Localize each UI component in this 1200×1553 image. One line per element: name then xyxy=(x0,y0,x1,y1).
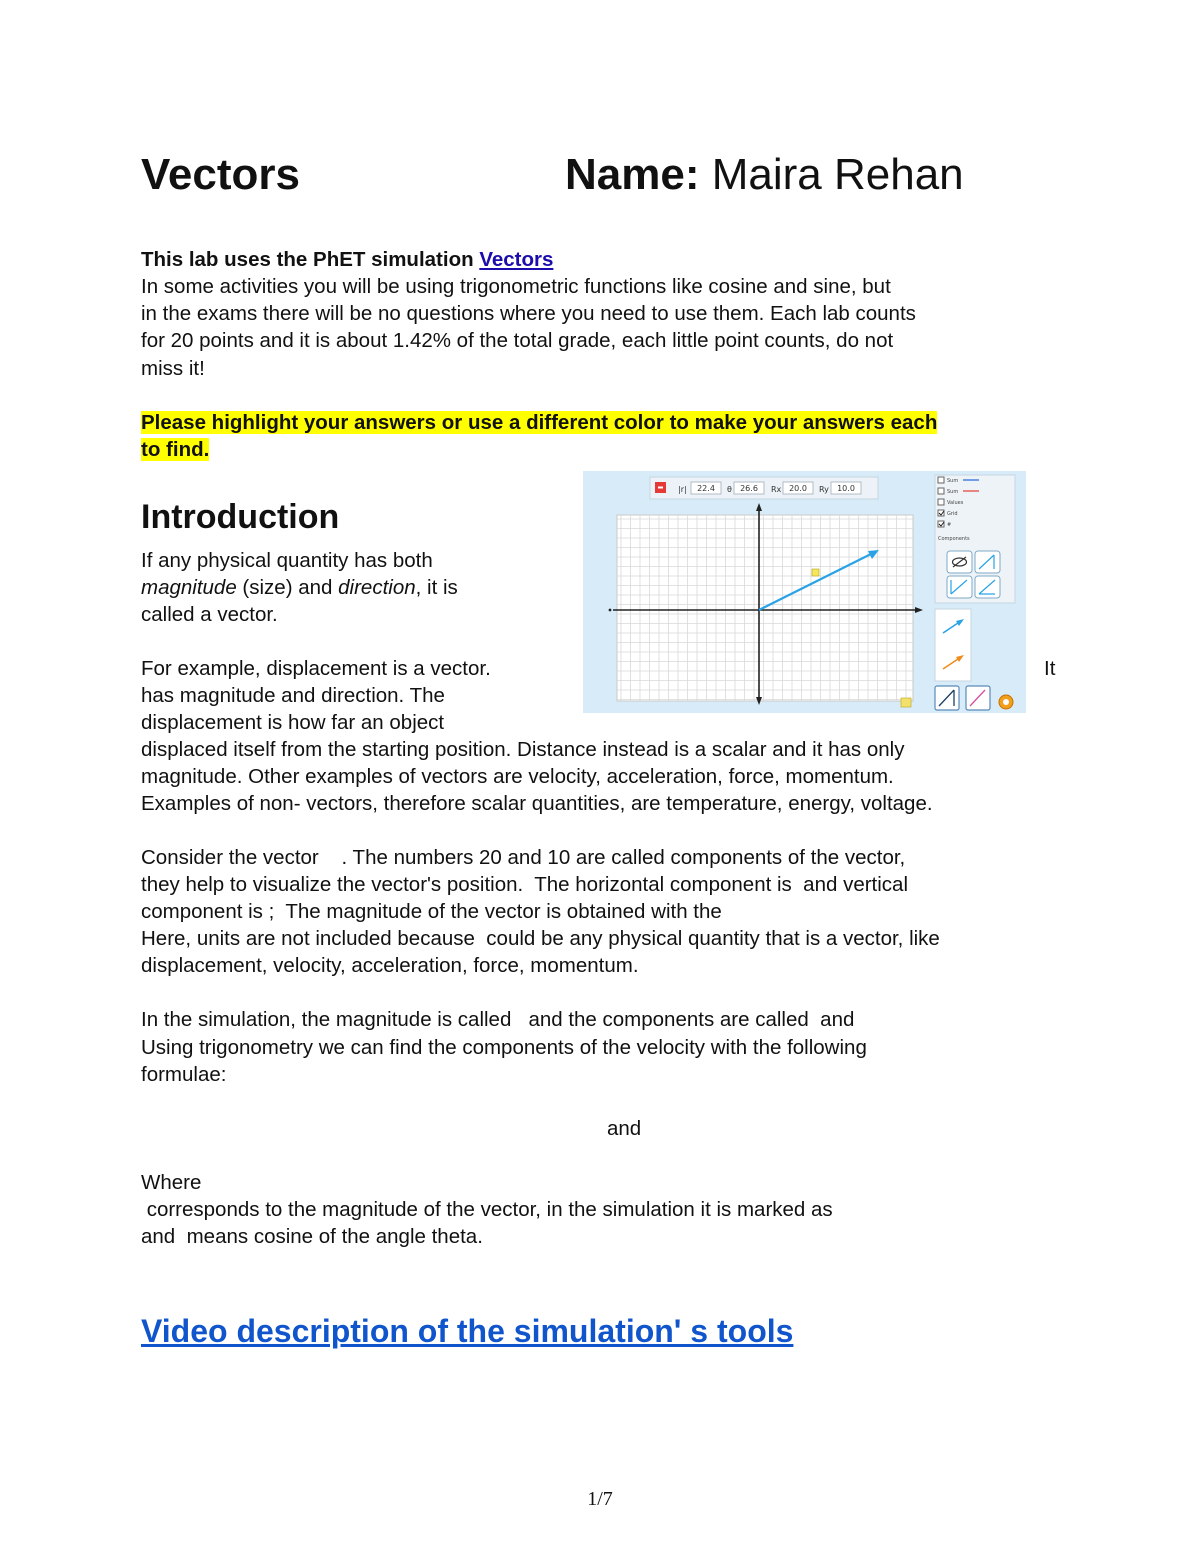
magnitude-value: 22.4 xyxy=(697,484,715,493)
lab-lead-line xyxy=(141,248,553,272)
checkbox-label: Grid xyxy=(947,511,958,517)
svg-text:Rx: Rx xyxy=(771,485,782,494)
consider-line: Consider the vector . The numbers 20 and 10 are called components of the vector, xyxy=(141,846,906,869)
direction-term: direction xyxy=(338,576,416,599)
simulation-text-line: In the simulation, the magnitude is called and the components are called and xyxy=(141,1008,855,1031)
angle-value: 26.6 xyxy=(740,484,758,493)
components-label: Components xyxy=(938,536,970,542)
highlight-text: to find. xyxy=(141,438,210,461)
sum-checkbox xyxy=(938,488,944,494)
consider-line: Here, units are not included because could be any physical quantity that is a vector, like xyxy=(141,927,940,950)
vector-bucket xyxy=(935,609,971,681)
highlight-line xyxy=(141,411,937,435)
name-value: Maira Rehan xyxy=(711,150,964,199)
simulation-text-line: Using trigonometry we can find the components of the velocity with the following xyxy=(141,1036,867,1059)
consider-line: they help to visualize the vector's position. The horizontal component is and vertical xyxy=(141,873,909,896)
intro-text-line: displacement is how far an object xyxy=(141,711,445,734)
page-number: 1/7 xyxy=(587,1488,613,1510)
intro-text-fragment: (size) and xyxy=(236,576,339,599)
name-label: Name: xyxy=(565,150,700,199)
title-row xyxy=(141,150,1061,220)
checkbox-label: Values xyxy=(947,500,964,506)
where-line: corresponds to the magnitude of the vector, in the simulation it is marked as xyxy=(141,1198,833,1221)
video-description-link[interactable]: Video description of the simulation' s tools xyxy=(141,1313,794,1349)
intro-text-line: has magnitude and direction. The xyxy=(141,684,445,707)
intro-text-line xyxy=(141,576,458,600)
page-title: Vectors xyxy=(141,150,300,199)
x-axis-arrow xyxy=(915,607,923,613)
intro-text-fragment: , it is xyxy=(415,576,458,599)
vectors-link[interactable]: Vectors xyxy=(479,248,554,271)
name-block xyxy=(565,150,964,200)
video-link-line xyxy=(141,1313,793,1350)
lab-lead: This lab uses the PhET simulation xyxy=(141,248,474,271)
intro-text-line: Examples of non- vectors, therefore scalar quantities, are temperature, energy, voltage. xyxy=(141,792,933,815)
vector-label xyxy=(812,569,819,576)
lab-text-line: in the exams there will be no questions where you need to use them. Each lab counts xyxy=(141,302,916,325)
intro-text-fragment: It xyxy=(1044,657,1056,680)
lab-text-line: for 20 points and it is about 1.42% of the total grade, each little point counts, do not xyxy=(141,329,894,352)
lab-text-line: In some activities you will be using trigonometric functions like cosine and sine, but xyxy=(141,275,891,298)
sum-checkbox xyxy=(938,477,944,483)
trash-icon xyxy=(901,698,911,707)
rx-value: 20.0 xyxy=(789,484,807,493)
values-checkbox xyxy=(938,499,944,505)
svg-text:Ry: Ry xyxy=(819,485,829,494)
consider-line: displacement, velocity, acceleration, force, momentum. xyxy=(141,954,639,977)
magnitude-term: magnitude xyxy=(141,576,237,599)
simulation-text-line: formulae: xyxy=(141,1063,227,1086)
intro-text-line: If any physical quantity has both xyxy=(141,549,433,572)
intro-text-line: displaced itself from the starting position. Distance instead is a scalar and it has only xyxy=(141,738,905,761)
highlight-text: Please highlight your answers or use a different color to make your answers each xyxy=(141,411,938,434)
y-axis-arrow xyxy=(756,503,762,511)
where-word: Where xyxy=(141,1171,202,1194)
intro-text-line: called a vector. xyxy=(141,603,278,626)
svg-text:|r|: |r| xyxy=(678,485,687,494)
checkbox-label: # xyxy=(947,522,952,528)
lab-text-line: miss it! xyxy=(141,357,205,380)
introduction-heading: Introduction xyxy=(141,498,340,536)
intro-text-line: magnitude. Other examples of vectors are velocity, acceleration, force, momentum. xyxy=(141,765,894,788)
svg-text:θ: θ xyxy=(727,485,732,494)
consider-line: component is ; The magnitude of the vector is obtained with the xyxy=(141,900,722,923)
intro-text-line: For example, displacement is a vector. xyxy=(141,657,491,680)
simulation-screenshot xyxy=(583,471,1026,713)
checkbox-label: Sum xyxy=(947,478,959,484)
checkbox-label: Sum xyxy=(947,489,959,495)
ry-value: 10.0 xyxy=(837,484,855,493)
where-line: and means cosine of the angle theta. xyxy=(141,1225,483,1248)
highlight-line xyxy=(141,438,209,462)
and-center: and xyxy=(607,1117,642,1140)
component-style-button xyxy=(975,551,1000,573)
simulation-graphic xyxy=(583,471,1026,713)
